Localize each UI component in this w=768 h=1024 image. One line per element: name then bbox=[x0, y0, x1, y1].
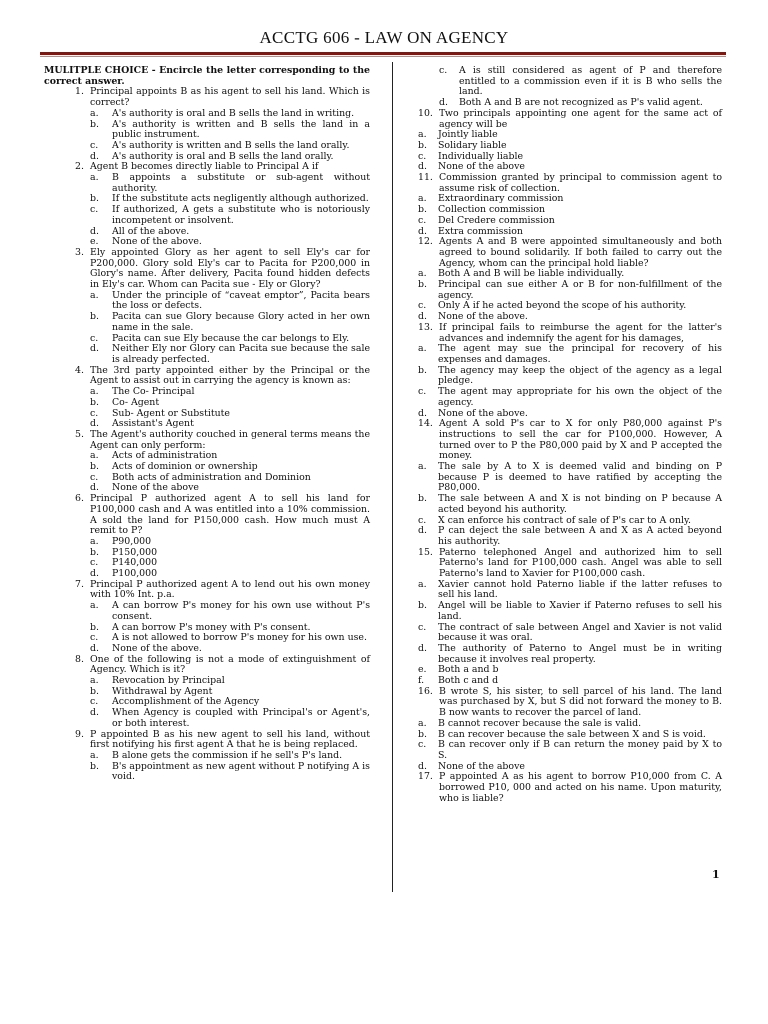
option-letter: d. bbox=[418, 760, 427, 772]
option-letter: a. bbox=[90, 600, 99, 612]
answer-option bbox=[418, 494, 722, 515]
option-letter: b. bbox=[418, 279, 427, 291]
option-letter: a. bbox=[90, 386, 99, 398]
question-number: 4. bbox=[75, 364, 84, 376]
option-letter: e. bbox=[418, 664, 427, 676]
option-letter: c. bbox=[90, 139, 99, 151]
option-text: B's appointment as new agent without P notifying A is void. bbox=[112, 760, 370, 783]
question-item bbox=[418, 687, 722, 773]
title-underline-thin bbox=[40, 56, 726, 57]
answer-option bbox=[418, 462, 722, 494]
question-item bbox=[44, 494, 370, 580]
option-text: B appoints a substitute or sub-agent without authority. bbox=[112, 172, 370, 194]
question-number: 1. bbox=[75, 86, 84, 98]
option-text: Both A and B will be liable individually. bbox=[438, 268, 625, 280]
question-item bbox=[418, 548, 722, 687]
option-letter: a. bbox=[418, 461, 427, 473]
option-text: Assistant's Agent bbox=[112, 418, 194, 430]
question-stem bbox=[418, 419, 722, 462]
answer-option bbox=[44, 708, 370, 729]
answer-option bbox=[418, 366, 722, 387]
option-text: Xavier cannot hold Paterno liable if the latter refuses to sell his land. bbox=[438, 578, 722, 601]
option-text: Del Credere commission bbox=[438, 214, 555, 226]
option-text: The sale by A to X is deemed valid and binding on P because P is deemed to have ratified by accepting the P80,000. bbox=[438, 461, 722, 494]
question-stem bbox=[44, 494, 370, 537]
option-letter: d. bbox=[418, 225, 427, 237]
option-letter: c. bbox=[90, 204, 99, 216]
option-text: Under the principle of “caveat emptor”, Pacita bears the loss or defects. bbox=[112, 289, 370, 312]
question-number: 16. bbox=[418, 685, 433, 697]
answer-option bbox=[418, 66, 722, 98]
option-text: A's authority is written and B sells the land orally. bbox=[112, 139, 350, 151]
option-text: A can borrow P's money with P's consent. bbox=[112, 621, 311, 633]
question-number: 5. bbox=[75, 428, 84, 440]
question-text: Two principals appointing one agent for the same act of agency will be bbox=[439, 107, 722, 130]
option-text: B can recover because the sale between X and S is void. bbox=[438, 728, 706, 740]
option-letter: b. bbox=[90, 621, 99, 633]
option-letter: f. bbox=[418, 675, 425, 687]
option-letter: a. bbox=[90, 535, 99, 547]
option-text: Solidary liable bbox=[438, 139, 507, 151]
option-letter: a. bbox=[90, 675, 99, 687]
answer-option bbox=[44, 398, 370, 409]
option-text: Neither Ely nor Glory can Pacita sue because the sale is already perfected. bbox=[112, 343, 370, 365]
answer-option bbox=[44, 173, 370, 194]
answer-option bbox=[44, 205, 370, 226]
question-text: P appointed B as his new agent to sell his land, without first notifying his first agent A that he is being replaced. bbox=[90, 728, 370, 751]
question-item bbox=[418, 419, 722, 547]
question-number: 3. bbox=[75, 246, 84, 258]
option-text: None of the above. bbox=[112, 236, 202, 248]
option-letter: b. bbox=[90, 396, 99, 408]
question-number: 7. bbox=[75, 578, 84, 590]
answer-option bbox=[44, 344, 370, 365]
option-text: If the substitute acts negligently although authorized. bbox=[112, 193, 369, 205]
option-letter: a. bbox=[418, 343, 427, 355]
option-letter: c. bbox=[418, 739, 427, 751]
option-letter: c. bbox=[90, 696, 99, 708]
option-text: Principal can sue either A or B for non-fulfillment of the agency. bbox=[438, 279, 722, 301]
option-text: P90,000 bbox=[112, 535, 152, 547]
option-letter: d. bbox=[439, 97, 448, 109]
option-text: The contract of sale between Angel and Xavier is not valid because it was oral. bbox=[438, 621, 722, 644]
answer-option bbox=[418, 580, 722, 601]
option-letter: b. bbox=[418, 364, 427, 376]
question-text: Principal P authorized agent A to lend out his own money with 10% Int. p.a. bbox=[90, 578, 370, 601]
option-text: B can recover only if B can return the money paid by X to S. bbox=[438, 739, 722, 761]
answer-option bbox=[418, 280, 722, 301]
option-letter: b. bbox=[90, 685, 99, 697]
question-number: 12. bbox=[418, 236, 433, 248]
option-text: The agent may sue the principal for recovery of his expenses and damages. bbox=[438, 343, 722, 365]
option-letter: c. bbox=[90, 471, 99, 483]
page-number: 1 bbox=[712, 868, 720, 881]
question-text: P appointed A as his agent to borrow P10,000 from C. A borrowed P10, 000 and acted on his name. Upon maturity, who is liable? bbox=[439, 771, 722, 804]
question-text: Commission granted by principal to commission agent to assume risk of collection. bbox=[439, 172, 722, 194]
option-text: The authority of Paterno to Angel must be in writing because it involves real property. bbox=[438, 642, 722, 665]
question-stem bbox=[44, 87, 370, 108]
option-letter: c. bbox=[90, 407, 99, 419]
option-letter: b. bbox=[418, 493, 427, 505]
option-letter: b. bbox=[90, 546, 99, 558]
option-text: Both acts of administration and Dominion bbox=[112, 471, 311, 483]
option-text: Only A if he acted beyond the scope of his authority. bbox=[438, 300, 687, 312]
question-number: 14. bbox=[418, 418, 433, 430]
question-text: Paterno telephoned Angel and authorized him to sell Paterno's land for P100,000 cash. Angel was able to sell Paterno's land to Xavier for P100,000 cash. bbox=[439, 546, 722, 580]
option-letter: c. bbox=[418, 300, 427, 312]
option-text: If authorized, A gets a substitute who is notoriously incompetent or insolvent. bbox=[112, 204, 370, 226]
option-letter: a. bbox=[418, 578, 427, 590]
option-letter: b. bbox=[418, 139, 427, 151]
option-text: Angel will be liable to Xavier if Paterno refuses to sell his land. bbox=[438, 600, 722, 622]
question-stem bbox=[44, 730, 370, 751]
right-column bbox=[418, 66, 722, 805]
question-stem bbox=[418, 173, 722, 194]
question-stem bbox=[418, 772, 722, 804]
option-text: Jointly liable bbox=[438, 129, 498, 141]
option-text: A can borrow P's money for his own use without P's consent. bbox=[112, 600, 370, 622]
option-text: Both A and B are not recognized as P's valid agent. bbox=[459, 97, 703, 109]
option-text: Co- Agent bbox=[112, 396, 160, 408]
option-text: B alone gets the commission if he sell's P's land. bbox=[112, 750, 343, 761]
question-number: 2. bbox=[75, 161, 84, 173]
option-letter: d. bbox=[418, 525, 427, 537]
question-text: If principal fails to reimburse the agent for the latter's advances and indemnify the agent for his damages, bbox=[439, 321, 722, 344]
question-item bbox=[418, 173, 722, 237]
answer-option bbox=[418, 344, 722, 365]
option-text: A is not allowed to borrow P's money for his own use. bbox=[112, 632, 367, 644]
question-text: Principal appoints B as his agent to sell his land. Which is correct? bbox=[90, 86, 370, 109]
option-letter: d. bbox=[418, 311, 427, 323]
option-letter: d. bbox=[418, 407, 427, 419]
question-stem bbox=[44, 580, 370, 601]
document-title: ACCTG 606 - LAW ON AGENCY bbox=[259, 28, 509, 47]
column-divider bbox=[392, 62, 393, 892]
question-item bbox=[44, 366, 370, 430]
option-text: P can deject the sale between A and X as A acted beyond his authority. bbox=[438, 525, 722, 547]
option-text: Pacita can sue Glory because Glory acted in her own name in the sale. bbox=[112, 311, 370, 333]
option-letter: c. bbox=[418, 621, 427, 633]
question-number: 8. bbox=[75, 653, 84, 665]
question-number: 10. bbox=[418, 107, 433, 119]
question-item bbox=[44, 580, 370, 655]
option-letter: d. bbox=[90, 150, 99, 162]
option-letter: b. bbox=[90, 461, 99, 473]
question-text: B wrote S, his sister, to sell parcel of his land. The land was purchased by X, but S did not forward the money to B. B now wants to recover the parcel of land. bbox=[439, 685, 722, 719]
question-item bbox=[44, 87, 370, 162]
answer-option bbox=[44, 120, 370, 141]
option-text: Accomplishment of the Agency bbox=[112, 696, 260, 708]
option-text: A's authority is written and B sells the land in a public instrument. bbox=[112, 118, 370, 141]
option-text: Revocation by Principal bbox=[112, 675, 225, 687]
option-text: Collection commission bbox=[438, 204, 546, 216]
option-letter: b. bbox=[90, 118, 99, 130]
question-text: Ely appointed Glory as her agent to sell Ely's car for P200,000. Glory sold Ely's car to Pacita for P200,000 in Glory's name. After delivery, Pacita found hidden defects in Ely's car. Whom can Pacita sue - Ely or Glory? bbox=[90, 246, 370, 291]
option-letter: b. bbox=[90, 193, 99, 205]
option-letter: d. bbox=[90, 225, 99, 237]
answer-option bbox=[418, 740, 722, 761]
option-letter: d. bbox=[90, 642, 99, 654]
option-letter: e. bbox=[90, 236, 99, 248]
instructions: MULITPLE CHOICE - Encircle the letter corresponding to the correct answer. bbox=[44, 65, 370, 87]
question-text: The Agent's authority couched in general terms means the Agent can only perform: bbox=[90, 428, 370, 451]
option-letter: a. bbox=[418, 193, 427, 205]
option-letter: b. bbox=[418, 728, 427, 740]
question-stem bbox=[418, 687, 722, 719]
option-text: A's authority is oral and B sells the land orally. bbox=[112, 150, 334, 162]
question-text: Agent B becomes directly liable to Principal A if bbox=[90, 161, 319, 173]
answer-option bbox=[44, 762, 370, 783]
option-text: A is still considered as agent of P and therefore entitled to a commission even if it is B who sells the land. bbox=[459, 65, 722, 98]
option-letter: c. bbox=[90, 332, 99, 344]
question-stem bbox=[44, 430, 370, 451]
title-underline bbox=[40, 52, 726, 55]
option-text: None of the above. bbox=[438, 311, 528, 323]
option-text: Both a and b bbox=[438, 664, 499, 676]
option-text: Extraordinary commission bbox=[438, 193, 564, 205]
option-letter: a. bbox=[418, 129, 427, 141]
option-letter: a. bbox=[90, 750, 99, 761]
option-text: Both c and d bbox=[438, 675, 499, 687]
question-item bbox=[418, 323, 722, 419]
option-text: None of the above bbox=[112, 482, 199, 494]
option-text: X can enforce his contract of sale of P's car to A only. bbox=[438, 514, 692, 526]
question-item bbox=[418, 237, 722, 323]
question-number: 15. bbox=[418, 546, 433, 558]
answer-option bbox=[44, 601, 370, 622]
option-text: The agent may appropriate for his own the object of the agency. bbox=[438, 386, 722, 408]
question-stem bbox=[418, 237, 722, 269]
question-text: Principal P authorized agent A to sell his land for P100,000 cash and A was entitled into a 10% commission. A sold the land for P150,000 cash. How much must A remit to P? bbox=[90, 493, 370, 537]
left-question-list bbox=[44, 87, 370, 783]
answer-option bbox=[418, 644, 722, 665]
answer-option bbox=[44, 291, 370, 312]
option-text: P140,000 bbox=[112, 557, 158, 569]
question-stem bbox=[418, 323, 722, 344]
answer-option bbox=[418, 601, 722, 622]
option-text: The agency may keep the object of the agency as a legal pledge. bbox=[438, 364, 722, 387]
option-letter: d. bbox=[90, 707, 99, 719]
option-text: P100,000 bbox=[112, 568, 158, 580]
option-letter: b. bbox=[418, 600, 427, 612]
question-item bbox=[44, 248, 370, 366]
option-letter: c. bbox=[90, 557, 99, 569]
option-letter: a. bbox=[90, 107, 99, 119]
option-letter: c. bbox=[418, 514, 427, 526]
option-letter: c. bbox=[418, 386, 427, 398]
question-item bbox=[44, 430, 370, 494]
option-text: None of the above bbox=[438, 760, 525, 772]
option-text: The Co- Principal bbox=[112, 386, 195, 398]
option-letter: d. bbox=[90, 568, 99, 580]
question-item bbox=[418, 772, 722, 804]
option-text: Withdrawal by Agent bbox=[112, 685, 213, 697]
question-number: 17. bbox=[418, 771, 433, 783]
option-text: None of the above bbox=[438, 161, 525, 173]
option-text: Acts of administration bbox=[112, 450, 218, 462]
option-text: Extra commission bbox=[438, 225, 523, 237]
option-text: A's authority is oral and B sells the land in writing. bbox=[112, 107, 355, 119]
option-letter: c. bbox=[418, 150, 427, 162]
option-text: Sub- Agent or Substitute bbox=[112, 407, 230, 419]
answer-option bbox=[44, 109, 370, 120]
option-text: Individually liable bbox=[438, 150, 524, 162]
option-text: Acts of dominion or ownership bbox=[112, 461, 258, 473]
option-text: None of the above. bbox=[438, 407, 528, 419]
left-column bbox=[44, 66, 370, 783]
option-letter: a. bbox=[90, 450, 99, 462]
option-text: When Agency is coupled with Principal's or Agent's, or both interest. bbox=[112, 707, 370, 729]
question-stem bbox=[44, 248, 370, 291]
answer-option bbox=[418, 387, 722, 408]
option-letter: d. bbox=[418, 161, 427, 173]
question-text: One of the following is not a mode of extinguishment of Agency. Which is it? bbox=[90, 653, 370, 676]
option-letter: b. bbox=[90, 760, 99, 772]
question-stem bbox=[418, 548, 722, 580]
right-question-list bbox=[418, 109, 722, 805]
question-number: 11. bbox=[418, 172, 433, 184]
option-text: P150,000 bbox=[112, 546, 158, 558]
option-letter: d. bbox=[90, 418, 99, 430]
question-stem bbox=[44, 366, 370, 387]
question-text: Agents A and B were appointed simultaneously and both agreed to bound solidarily. If both failed to carry out the Agency, whom can the principal hold liable? bbox=[439, 236, 722, 269]
option-letter: d. bbox=[90, 482, 99, 494]
option-letter: a. bbox=[418, 268, 427, 280]
option-text: The sale between A and X is not binding on P because A acted beyond his authority. bbox=[438, 493, 722, 515]
option-letter: a. bbox=[90, 172, 99, 184]
option-letter: b. bbox=[418, 204, 427, 216]
question-number: 13. bbox=[418, 321, 433, 333]
question-item bbox=[44, 162, 370, 248]
option-letter: d. bbox=[90, 343, 99, 355]
option-letter: d. bbox=[418, 642, 427, 654]
question-text: Agent A sold P's car to X for only P80,000 against P's instructions to sell the car for P100,000. However, A turned over to P the P80,000 paid by X and P accepted the money. bbox=[439, 418, 722, 462]
answer-option bbox=[418, 623, 722, 644]
question-item bbox=[418, 109, 722, 173]
question-item bbox=[44, 730, 370, 784]
question-9-continuation bbox=[418, 66, 722, 109]
answer-option bbox=[44, 312, 370, 333]
answer-option bbox=[418, 719, 722, 730]
option-letter: c. bbox=[90, 632, 99, 644]
answer-option bbox=[418, 526, 722, 547]
question-number: 9. bbox=[75, 728, 84, 740]
option-text: B cannot recover because the sale is valid. bbox=[438, 717, 642, 729]
option-letter: a. bbox=[418, 717, 427, 729]
question-stem bbox=[44, 655, 370, 676]
option-letter: b. bbox=[90, 311, 99, 323]
answer-option bbox=[418, 216, 722, 227]
option-letter: a. bbox=[90, 289, 99, 301]
option-letter: c. bbox=[439, 65, 448, 76]
question-item bbox=[44, 655, 370, 730]
question-stem bbox=[418, 109, 722, 130]
option-text: None of the above. bbox=[112, 642, 202, 654]
option-text: All of the above. bbox=[112, 225, 190, 237]
option-letter: c. bbox=[418, 214, 427, 226]
option-text: Pacita can sue Ely because the car belongs to Ely. bbox=[112, 332, 350, 344]
question-number: 6. bbox=[75, 493, 84, 505]
question-text: The 3rd party appointed either by the Principal or the Agent to assist out in carrying the agency is known as: bbox=[90, 364, 370, 387]
